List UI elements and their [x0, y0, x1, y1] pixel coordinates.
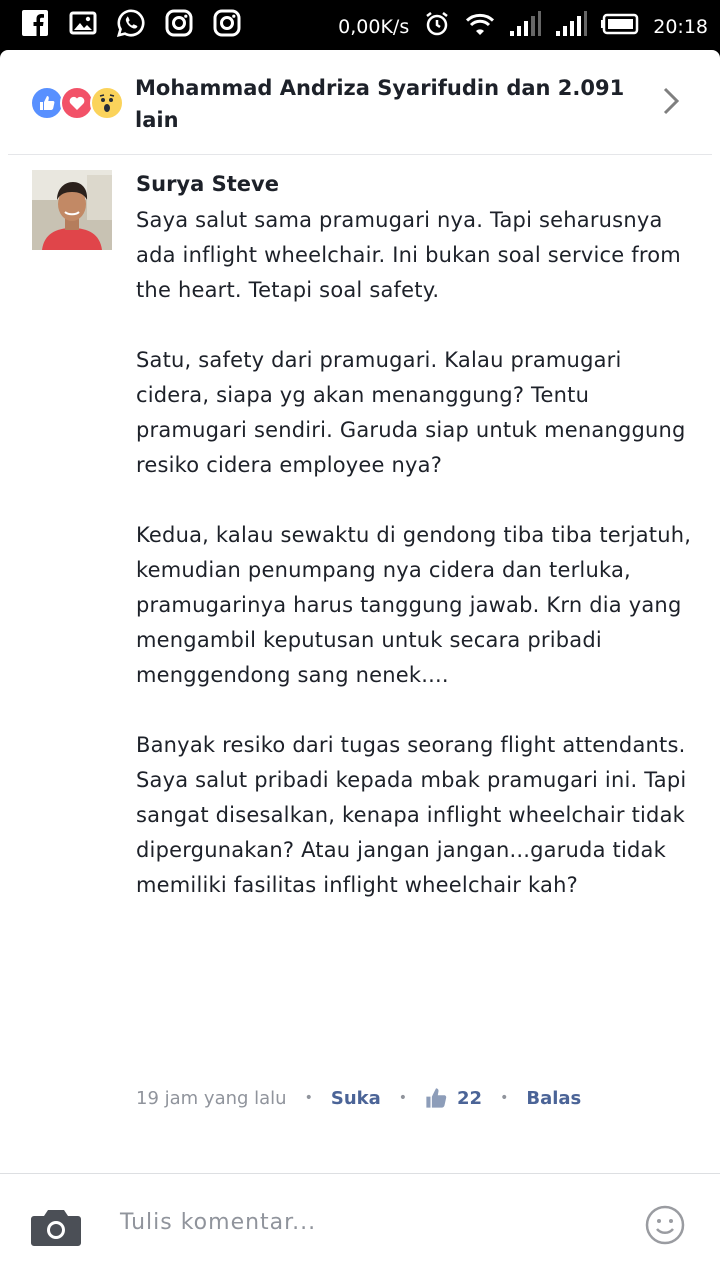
whatsapp-icon — [116, 8, 146, 38]
reactions-summary[interactable]: Mohammad Andriza Syarifudin dan 2.091 lain — [135, 76, 625, 132]
clock: 20:18 — [653, 15, 708, 38]
comments-sheet — [0, 50, 720, 1280]
facebook-icon — [20, 8, 50, 38]
status-bar — [0, 0, 720, 50]
emoji-icon[interactable] — [644, 1204, 686, 1246]
comment-input[interactable]: Tulis komentar... — [120, 1210, 317, 1235]
instagram-icon — [212, 8, 242, 38]
reactions-header[interactable] — [0, 50, 720, 154]
instagram-icon — [164, 8, 194, 38]
wow-reaction-icon — [90, 86, 124, 120]
gallery-icon — [68, 8, 98, 38]
comment-timestamp: 19 jam yang lalu — [136, 1087, 287, 1109]
reply-button[interactable]: Balas — [526, 1087, 582, 1109]
divider — [8, 154, 712, 155]
chevron-right-icon[interactable] — [656, 86, 686, 116]
separator-dot: • — [304, 1090, 313, 1106]
comment-paragraph: Saya salut sama pramugari nya. Tapi seharusnya ada inflight wheelchair. Ini bukan soal service from the heart. Tetapi soal safety. — [136, 208, 681, 302]
love-reaction-icon — [60, 86, 94, 120]
reaction-icons — [30, 86, 120, 120]
separator-dot: • — [500, 1090, 509, 1106]
camera-icon[interactable] — [30, 1206, 82, 1248]
like-count[interactable] — [425, 1087, 482, 1109]
like-button[interactable]: Suka — [330, 1087, 381, 1109]
signal-icon — [509, 11, 541, 42]
comment-body — [136, 203, 696, 903]
wifi-icon — [465, 11, 495, 42]
comment-author[interactable]: Surya Steve — [136, 172, 279, 196]
comment-composer — [0, 1173, 720, 1280]
comment-paragraph: Kedua, kalau sewaktu di gendong tiba tiba terjatuh, kemudian penumpang nya cidera dan terluka, pramugarinya harus tanggung jawab. Krn dia yang mengambil keputusan untuk secara pribadi menggendong sang nenek.... — [136, 523, 692, 687]
comment-paragraph: Satu, safety dari pramugari. Kalau pramugari cidera, siapa yg akan menanggung? Tentu pramugari sendiri. Garuda siap untuk menanggung resiko cidera employee nya? — [136, 348, 686, 477]
battery-icon — [601, 13, 639, 40]
avatar[interactable] — [32, 170, 112, 250]
comment-paragraph: Banyak resiko dari tugas seorang flight attendants. Saya salut pribadi kepada mbak pramugari ini. Tapi sangat disesalkan, kenapa inflight wheelchair tidak dipergunakan? Atau jangan jangan...garuda tidak memiliki fasilitas inflight wheelchair kah? — [136, 733, 687, 897]
signal-icon — [555, 11, 587, 42]
comment-actions — [136, 1087, 581, 1109]
separator-dot: • — [398, 1090, 408, 1106]
like-count-value: 22 — [457, 1087, 483, 1109]
alarm-icon — [423, 10, 451, 43]
thumbs-up-icon — [425, 1087, 447, 1109]
network-speed: 0,00K/s — [338, 15, 410, 38]
like-reaction-icon — [30, 86, 64, 120]
